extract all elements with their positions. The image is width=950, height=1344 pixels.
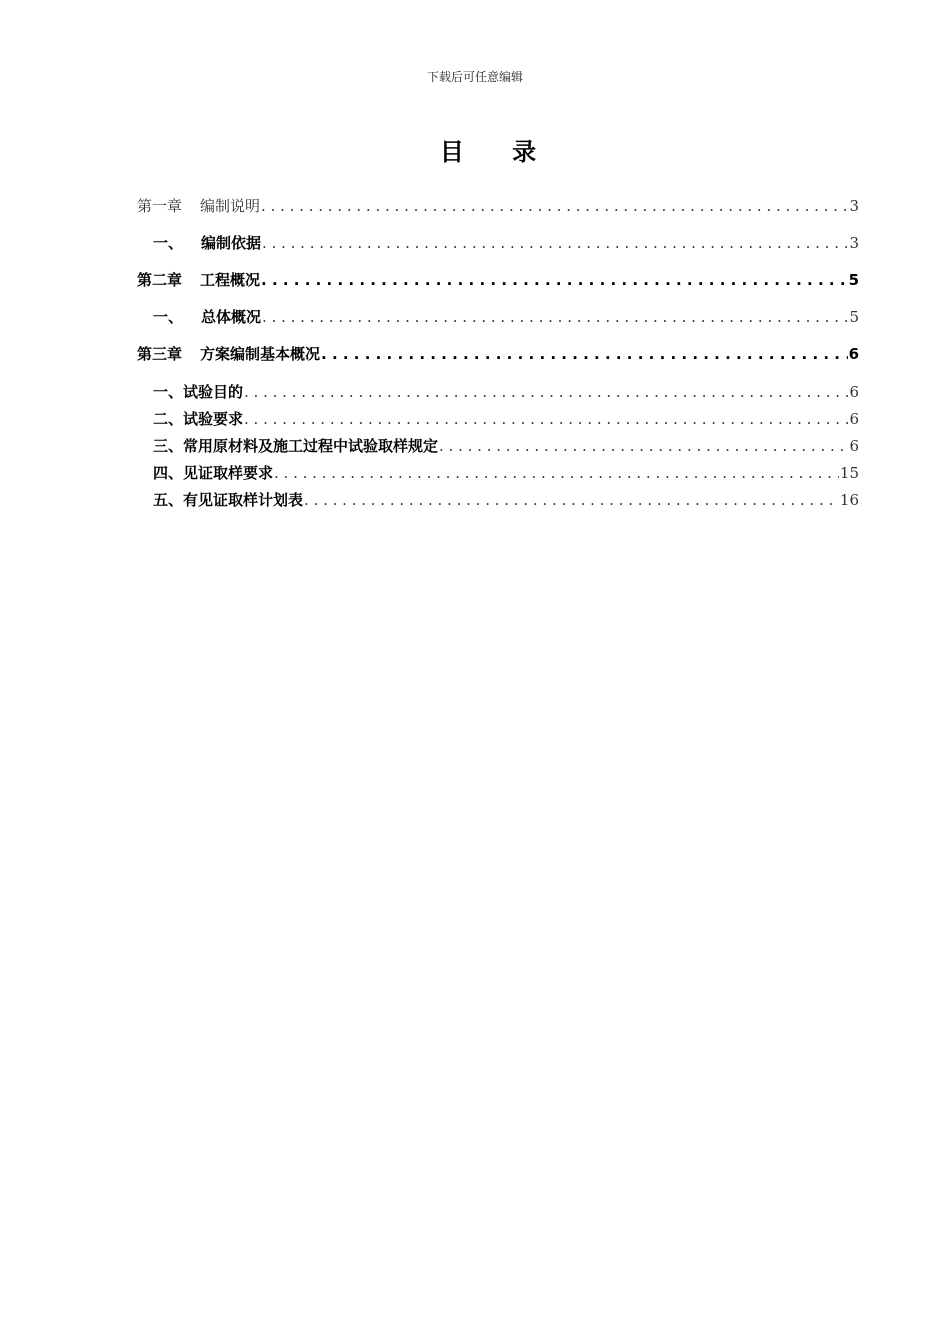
toc-entry-section-2-1[interactable]: [137, 305, 859, 329]
toc-entry-chapter-2[interactable]: [137, 268, 859, 292]
toc-text: 总体概况: [201, 308, 262, 326]
toc-entry-section-3-4[interactable]: [137, 460, 859, 487]
toc-text: 一、试验目的: [153, 383, 244, 401]
header-note: 下载后可任意编辑: [426, 70, 523, 84]
toc-prefix: 第三章: [137, 345, 183, 363]
toc-leader: [439, 433, 848, 460]
toc-leader: [261, 268, 848, 292]
toc-entry-section-1-1[interactable]: [137, 231, 859, 255]
toc-entry-section-3-5[interactable]: [137, 487, 859, 514]
page-title: 目 录: [439, 138, 557, 166]
toc-entry-section-3-1[interactable]: [137, 379, 859, 406]
toc-leader: [244, 379, 848, 406]
toc-prefix: 第二章: [137, 271, 183, 289]
toc-page-number: 3: [849, 234, 859, 252]
toc-page-number: 6: [849, 383, 859, 401]
toc-text: 二、试验要求: [153, 410, 244, 428]
toc-leader: [321, 342, 848, 366]
toc-leader: [262, 305, 848, 329]
toc-page-number: 6: [849, 410, 859, 428]
table-of-contents: [137, 194, 859, 514]
toc-text: 方案编制基本概况: [200, 345, 321, 363]
toc-entry-section-3-3[interactable]: [137, 433, 859, 460]
toc-page-number: 15: [839, 464, 859, 482]
toc-leader: [244, 406, 848, 433]
toc-entry-chapter-3[interactable]: [137, 342, 859, 366]
toc-leader: [274, 460, 839, 487]
toc-entry-section-3-2[interactable]: [137, 406, 859, 433]
toc-prefix: 一、: [153, 308, 184, 326]
toc-page-number: 3: [849, 197, 859, 215]
toc-leader: [304, 487, 839, 514]
toc-text: 四、见证取样要求: [153, 464, 274, 482]
toc-text: 工程概况: [200, 271, 261, 289]
toc-page-number: 6: [848, 345, 859, 363]
toc-leader: [262, 231, 848, 255]
toc-page-number: 16: [839, 491, 859, 509]
toc-text: 编制说明: [200, 197, 261, 215]
toc-page-number: 5: [848, 271, 859, 289]
toc-text: 五、有见证取样计划表: [153, 491, 304, 509]
toc-prefix: 第一章: [137, 197, 183, 215]
toc-page-number: 6: [849, 437, 859, 455]
toc-prefix: 一、: [153, 234, 184, 252]
toc-leader: [261, 194, 848, 218]
toc-page-number: 5: [849, 308, 859, 326]
toc-text: 编制依据: [201, 234, 262, 252]
toc-entry-chapter-1[interactable]: [137, 194, 859, 218]
toc-text: 三、常用原材料及施工过程中试验取样规定: [153, 437, 439, 455]
